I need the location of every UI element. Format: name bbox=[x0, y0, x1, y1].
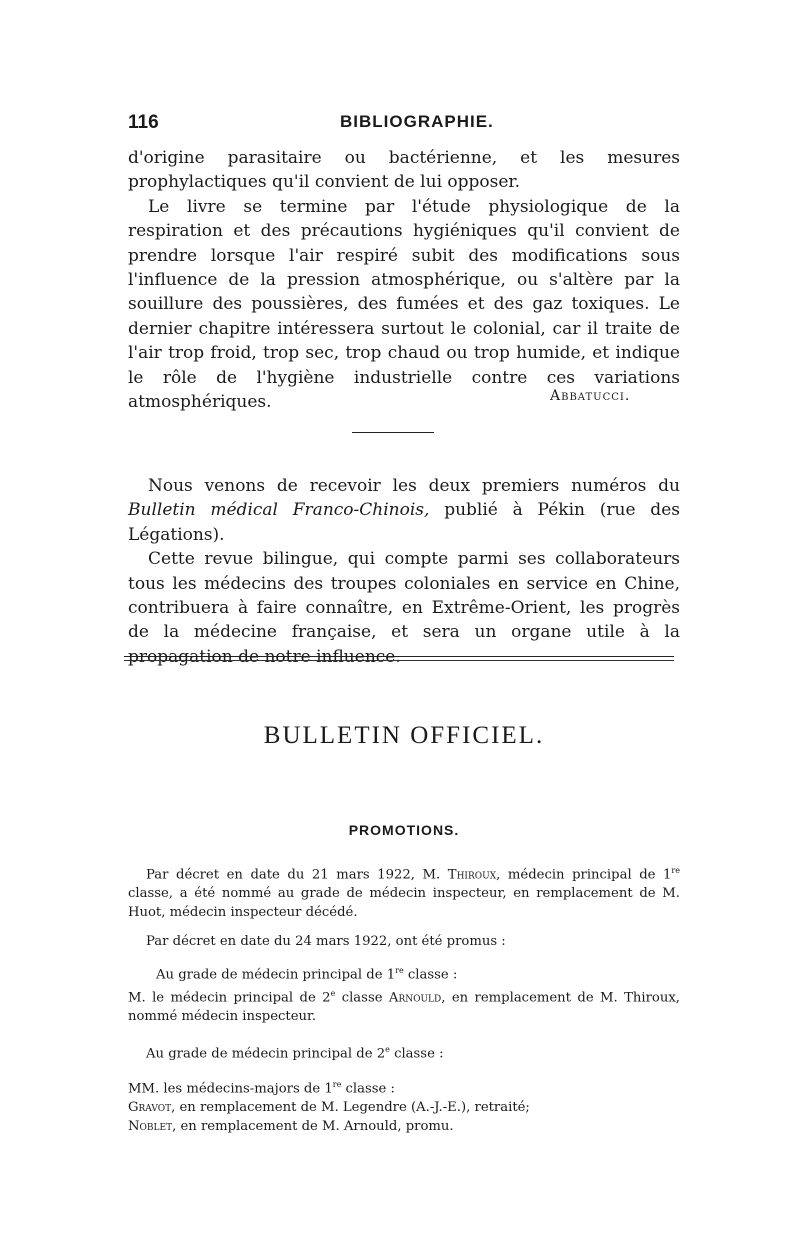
running-head: BIBLIOGRAPHIE. bbox=[340, 112, 494, 131]
promotion-entry-arnould: M. le médecin principal de 2e classe Arnould, en remplacement de M. Thiroux, nommé médecin inspecteur. bbox=[128, 988, 680, 1024]
journal-title: Bulletin médical Franco-Chinois, bbox=[128, 500, 430, 521]
grade-heading-1: Au grade de médecin principal de 1re classe : bbox=[156, 965, 458, 982]
bulletin-title: BULLETIN OFFICIEL. bbox=[263, 722, 545, 749]
page-number: 116 bbox=[128, 112, 159, 133]
grade-subheading: MM. les médecins-majors de 1re classe : bbox=[128, 1079, 395, 1097]
review-paragraph-2: Le livre se termine par l'étude physiologique de la respiration et des précautions hygiéniques qu'il convient de prendre lorsque l'air respiré subit des modifications sous l'influence de la pression atmosphérique, ou s'altère par la souillure des poussières, des fumées et des gaz toxiques. Le dernier chapitre intéressera surtout le colonial, car il traite de l'air trop froid, trop sec, trop chaud ou trop humide, et indique le rôle de l'hygiène industrielle contre ces variations atmosphériques. bbox=[128, 196, 680, 413]
page-header bbox=[128, 112, 680, 136]
announcement-paragraph-1: Nous venons de recevoir les deux premiers numéros du Bulletin médical Franco-Chinois, publié à Pékin (rue des Légations). bbox=[128, 476, 680, 545]
promotion-entry-gravot: Gravot, en remplacement de M. Legendre (A.-J.-E.), retraité; bbox=[128, 1100, 530, 1116]
announcement-paragraph-2: Cette revue bilingue, qui compte parmi ses collaborateurs tous les médecins des troupes coloniales en service en Chine, contribuera à faire connaître, en Extrême-Orient, les progrès de la médecine française, et sera un organe utile à la propagation de notre influence. bbox=[128, 549, 680, 667]
review-signature: Abbatucci. bbox=[550, 388, 631, 404]
promotions-heading: PROMOTIONS. bbox=[348, 822, 460, 838]
section-separator-bottom bbox=[124, 660, 674, 661]
bibliography-review-text bbox=[128, 146, 680, 414]
promotions-text bbox=[128, 862, 680, 1137]
section-separator-top bbox=[124, 656, 674, 657]
grade-heading-2: Au grade de médecin principal de 2e classe : bbox=[146, 1044, 444, 1062]
short-separator bbox=[352, 432, 434, 433]
decree-paragraph-2: Par décret en date du 24 mars 1922, ont été promus : bbox=[146, 933, 506, 949]
decree-paragraph-1: Par décret en date du 21 mars 1922, M. Thiroux, médecin principal de 1re classe, a été nommé au grade de médecin inspecteur, en remplacement de M. Huot, médecin inspecteur décédé. bbox=[128, 866, 680, 920]
review-paragraph-1: d'origine parasitaire ou bactérienne, et les mesures prophylactiques qu'il convient de lui opposer. bbox=[128, 148, 680, 193]
bulletin-announcement-text bbox=[128, 474, 680, 669]
promotion-entry-noblet: Noblet, en remplacement de M. Arnould, promu. bbox=[128, 1118, 454, 1134]
